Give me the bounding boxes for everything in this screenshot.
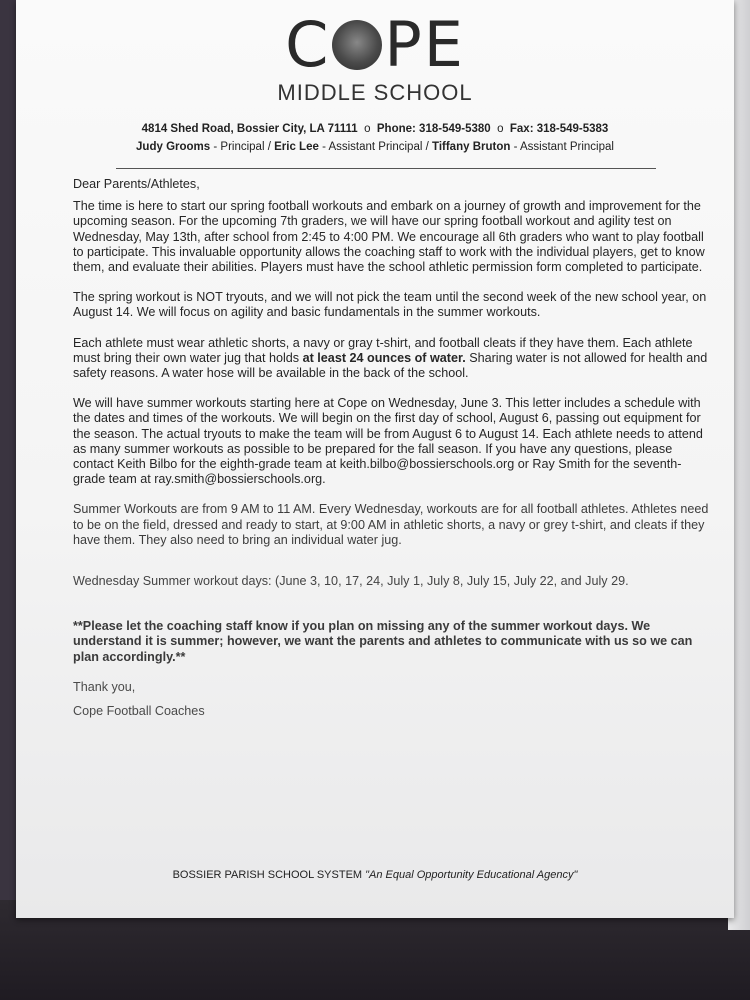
separator: o xyxy=(364,123,371,135)
water-requirement: at least 24 ounces of water. xyxy=(302,350,466,365)
address: 4814 Shed Road, Bossier City, LA 71111 xyxy=(141,123,358,135)
phone: Phone: 318-549-5380 xyxy=(376,123,491,135)
paragraph-intro: The time is here to start our spring football workouts and embark on a journey of growth and improvement for the upcoming season. For the upcoming 7th graders, we will have our spring football workout and agility test on Wednesday, May 13th, after school from 2:45 to 4:00 PM. We encourage all 6th graders who want to play football to participate. This invaluable opportunity allows the coaching staff to work with the individual players, get to know them, and evaluate their abilities. Players must have the school athletic permission form completed to participate. xyxy=(73,199,705,275)
letter-page xyxy=(16,0,734,918)
paragraph-not-tryouts: The spring workout is NOT tryouts, and we will not pick the team until the second week of the new school year, on August 14. We will focus on agility and basic fundamentals in the summer workouts. xyxy=(73,290,707,320)
separator: o xyxy=(497,123,504,135)
attire-text: Each athlete must wear athletic shorts, a navy or gray t-shirt, and football cleats if they have them. Each athlete must bring their own water jug that holds xyxy=(73,335,693,365)
school-logo xyxy=(16,8,734,81)
fax: Fax: 318-549-5383 xyxy=(509,123,609,135)
staff-line: Judy Grooms - Principal / Eric Lee - Assistant Principal / Tiffany Bruton - Assistant Principal xyxy=(136,141,614,153)
paragraph-workout-times: Summer Workouts are from 9 AM to 11 AM. Every Wednesday, workouts are for all football athletes. Athletes need to be on the field, dressed and ready to start, at 9:00 AM in athletic shorts, a navy or grey t-shirt, and cleats if they have them. They also need to bring an individual water jug. xyxy=(73,502,709,547)
footer-motto: "An Equal Opportunity Educational Agency" xyxy=(365,869,578,881)
paragraph-schedule: We will have summer workouts starting here at Cope on Wednesday, June 3. This letter includes a schedule with the dates and times of the workouts. We will begin on the first day of school, August 6, passing out equipment for the season. The actual tryouts to make the team will be from August 6 to August 14. Each athlete needs to attend as many summer workouts as possible to be prepared for the fall season. If you have any questions, please contact Keith Bilbo for the eighth-grade team at keith.bilbo@bossierschools.org or Ray Smith for the seventh-grade team at ray.smith@bossierschools.org. xyxy=(73,396,703,487)
staff-title: Assistant Principal xyxy=(519,141,614,153)
closing: Thank you, xyxy=(73,679,136,694)
letterhead-divider xyxy=(116,168,656,169)
greeting: Dear Parents/Athletes, xyxy=(73,177,200,191)
cougar-seal-icon xyxy=(332,20,382,70)
attendance-note: **Please let the coaching staff know if you plan on missing any of the summer workout days. We understand it is summer; however, we want the parents and athletes to communicate with us so we can plan accordingly.** xyxy=(73,619,693,664)
attire-text-end: Sharing water is not allowed for health and safety reasons. A water hose will be available in the back of the school. xyxy=(73,350,708,381)
staff-name: Eric Lee xyxy=(274,141,319,153)
logo-text-right: PE xyxy=(384,8,465,81)
staff-title: Assistant Principal xyxy=(328,141,423,153)
address-line xyxy=(16,120,734,138)
staff-title: Principal xyxy=(220,141,265,153)
school-name: MIDDLE SCHOOL xyxy=(277,80,473,105)
school-system: BOSSIER PARISH SCHOOL SYSTEM xyxy=(172,869,363,881)
signature: Cope Football Coaches xyxy=(73,704,205,719)
letter-body xyxy=(73,177,713,728)
letterhead-contact xyxy=(16,120,734,156)
page-footer xyxy=(16,869,734,881)
workout-days: Wednesday Summer workout days: (June 3, 10, 17, 24, July 1, July 8, July 15, July 22, and July 29. xyxy=(73,574,629,589)
logo-text-left: C xyxy=(285,8,331,81)
staff-name: Judy Grooms xyxy=(136,141,211,153)
paragraph-attire xyxy=(73,336,713,382)
staff-name: Tiffany Bruton xyxy=(432,141,511,153)
